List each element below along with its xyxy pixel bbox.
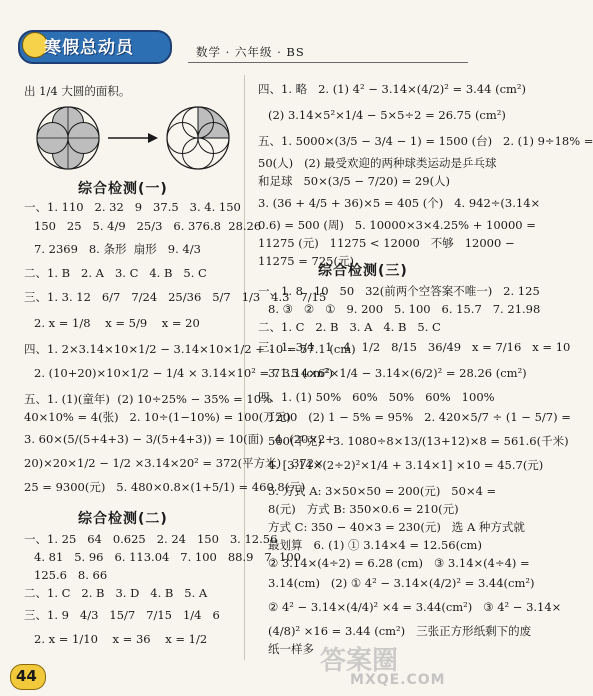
- answer-line: 一、1. 25 64 0.625 2. 24 150 3. 12.56: [24, 532, 278, 546]
- answer-line: (2) 3.14×5²×1/4 − 5×5÷2 = 26.75 (cm²): [268, 108, 506, 122]
- answer-line: 三、1. 9 4/3 15/7 7/15 1/4 6: [24, 608, 220, 622]
- answer-line: 方式 C: 350 − 40×3 = 230(元) 选 A 种方式就: [268, 520, 525, 534]
- watermark-text: 答案圈: [320, 646, 399, 676]
- section-title-test-1: 综合检测(一): [78, 181, 168, 197]
- answer-line: 150 25 5. 4/9 25/3 6. 376.8 28.26: [34, 219, 262, 233]
- answer-line: ② 3.14×(4÷2) = 6.28 (cm) ③ 3.14×(4÷4) =: [268, 556, 530, 570]
- right-circle-figure: [167, 107, 229, 169]
- answer-line: 40×10% = 4(张) 2. 10÷(1−10%) = 100(万元): [24, 410, 291, 424]
- answer-line: 125.6 8. 66: [34, 568, 108, 582]
- left-circle-figure: [37, 107, 99, 169]
- section-title-test-2: 综合检测(二): [78, 511, 168, 527]
- answer-line: 3. 3.14×6²×1/4 − 3.14×(6/2)² = 28.26 (cm²): [268, 366, 527, 380]
- answer-line: 11275 = 725(元): [258, 254, 354, 268]
- answer-line: 2. x = 1/10 x = 36 x = 1/2: [34, 632, 208, 646]
- answer-line: 5. 方式 A: 3×50×50 = 200(元) 50×4 =: [268, 484, 497, 498]
- answer-line: 二、1. B 2. A 3. C 4. B 5. C: [24, 266, 207, 280]
- answer-line: 25 = 9300(元) 5. 480×0.8×(1+5/1) = 460.8(元): [24, 480, 306, 494]
- arrow-right-icon: [108, 133, 158, 143]
- section-title-test-3: 综合检测(三): [318, 263, 408, 279]
- answer-line: 3. (36 + 4/5 + 36)×5 = 405 (个) 4. 942÷(3.14×: [258, 196, 541, 210]
- answer-line: 最划算 6. (1) ① 3.14×4 = 12.56(cm): [268, 538, 482, 552]
- series-logo-text: 寒假总动员: [44, 38, 134, 58]
- answer-line: 一、1. 8 10 50 32(前两个空答案不唯一) 2. 125: [258, 284, 540, 298]
- circle-diagram: [28, 104, 248, 172]
- answer-line: 0.6) = 500 (周) 5. 10000×3×4.25% + 10000 =: [258, 218, 536, 232]
- answer-line: 四、1. 2×3.14×10×1/2 − 3.14×10×1/2 + 10 = 57.1 (cm): [24, 342, 356, 356]
- answer-line: 50(人) (2) 最受欢迎的两种球类运动是乒乓球: [258, 156, 497, 170]
- intro-line: 出 1/4 大圆的面积。: [24, 84, 131, 98]
- answer-line: 4. [3.14×(2÷2)²×1/4 + 3.14×1] ×10 = 45.7(元): [268, 458, 544, 472]
- answer-line: 五、1. 5000×(3/5 − 3/4 − 1) = 1500 (台) 2. (1) 9÷18% =: [258, 134, 593, 148]
- answer-line: 7. 2369 8. 条形 扇形 9. 4/3: [34, 242, 201, 256]
- answer-line: 四、1. 略 2. (1) 4² − 3.14×(4/2)² = 3.44 (cm²): [258, 82, 527, 96]
- answer-line: 三、1. 3. 12 6/7 7/24 25/36 5/7 1/3 4.3 7/15: [24, 290, 327, 304]
- answer-line: (4/8)² ×16 = 3.44 (cm²) 三张正方形纸剩下的废: [268, 624, 532, 638]
- watermark-url: MXQE.COM: [350, 672, 446, 688]
- answer-line: 1200 (2) 1 − 5% = 95% 2. 420×5/7 ÷ (1 − 5/7) =: [268, 410, 571, 424]
- answer-line: 五、1. (1)(童年) (2) 10÷25% − 35% = 10%: [24, 392, 272, 406]
- answer-line: 四、1. (1) 50% 60% 50% 60% 100%: [258, 390, 495, 404]
- answer-line: 三、1. 3/4 1 4 1/2 8/15 36/49 x = 7/16 x = 10: [258, 340, 571, 354]
- answer-line: 11275 (元) 11275 < 12000 不够 12000 −: [258, 236, 515, 250]
- answer-line: 一、1. 110 2. 32 9 37.5 3. 4. 150: [24, 200, 241, 214]
- header-rule: [188, 62, 468, 63]
- answer-line: 2. (10+20)×10×1/2 − 1/4 × 3.14×10² = 71.5 (cm²): [34, 366, 333, 380]
- answer-line: 8(元) 方式 B: 350×0.6 = 210(元): [268, 502, 459, 516]
- subject-label: 数学 · 六年级 · BS: [196, 45, 305, 59]
- answer-line: 8. ③ ② ① 9. 200 5. 100 6. 15.7 7. 21.98: [268, 302, 541, 316]
- answer-line: 500(千克) 3. 1080÷8×13/(13+12)×8 = 561.6(千米): [268, 434, 569, 448]
- answer-line: 2. x = 1/8 x = 5/9 x = 20: [34, 316, 200, 330]
- answer-line: 二、1. C 2. B 3. D 4. B 5. A: [24, 586, 208, 600]
- answer-line: 3.14(cm) (2) ① 4² − 3.14×(4/2)² = 3.44(cm²): [268, 576, 535, 590]
- page-number: 44: [16, 667, 37, 685]
- answer-line: 3. 60×(5/(5+4+3) − 3/(5+4+3)) = 10(面) 4. (20×2+: [24, 432, 335, 446]
- answer-line: 二、1. C 2. B 3. A 4. B 5. C: [258, 320, 441, 334]
- answer-line: 4. 81 5. 96 6. 113.04 7. 100 88.9 7. 100: [34, 550, 301, 564]
- answer-line: ② 4² − 3.14×(4/4)² ×4 = 3.44(cm²) ③ 4² − 3.14×: [268, 600, 562, 614]
- answer-line: 纸一样多: [268, 642, 314, 656]
- answer-line: 20)×20×1/2 − 1/2 ×3.14×20² = 372(平方米) 372×: [24, 456, 324, 470]
- answer-line: 和足球 50×(3/5 − 7/20) = 29(人): [258, 174, 451, 188]
